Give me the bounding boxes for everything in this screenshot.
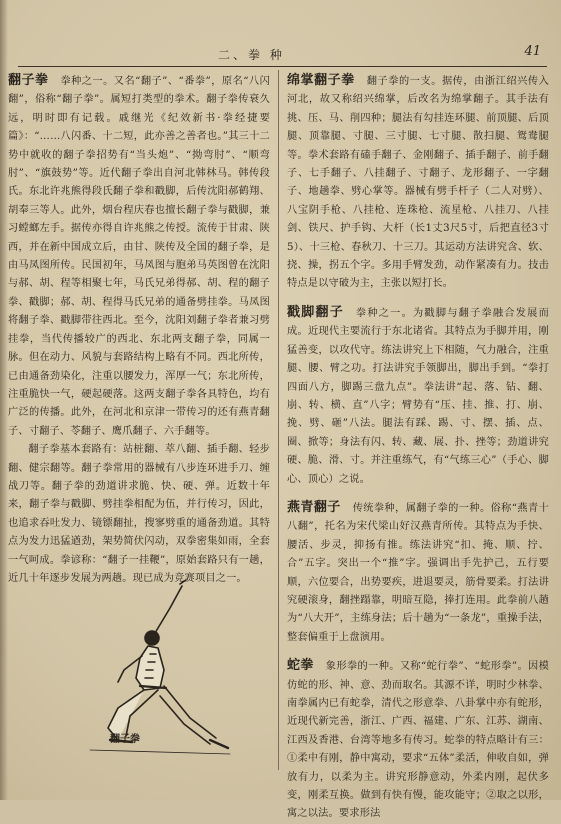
martial-artist-illustration — [60, 578, 240, 778]
entry-paragraph — [287, 304, 549, 489]
right-column — [287, 72, 549, 824]
entry-text: 拳种之一。为戳脚与翻子拳融合发展而成。近现代主要流行于东北诸省。其特点为手脚并用，刚猛善变，以攻代守。练法讲究上下相随，气力融合，注重腿、腰、臂之功。打法讲究手领脚出，脚出手到。“拳打四面八方，脚踢三盘九点”。拳法讲“起、落、钻、翻、崩、转、横、直”八字；臂势有“压、挂、推、打、崩、挽、劈、砸”八法。腿法有踩、踢、寸、摆、插、点、圈、掀等；身法有闪、转、藏、展、扑、挫等；劲道讲究硬、脆、滑、寸。并注重练气，有“气练三心”（手心、脚心、顶心）之说。 — [287, 307, 549, 485]
entry-paragraph — [287, 657, 549, 824]
entry-title: 蛇拳 — [287, 658, 314, 674]
figure-caption: 翻子拳 — [110, 734, 140, 745]
entry-yanqing-fanzi — [287, 499, 549, 647]
entry-mianzhang-fanziquan — [287, 72, 549, 294]
entry-title: 戳脚翻子 — [287, 304, 344, 320]
entry-title: 燕青翻子 — [287, 499, 341, 515]
page-number: 41 — [524, 44, 541, 59]
entry-text: 翻子拳的一支。据传，由浙江绍兴传入河北，故又称绍兴绵掌，后改名为绵掌翻子。其手法有挑、压、马、削四种；腿法有勾挂连环腿、前顶腿、后顶腿、顶靠腿、寸腿、三寸腿、七寸腿、散扫腿、鸳鸯腿等。拳术套路有磕手翻子、金刚翻子、插手翻子、前手翻子、七手翻子、八挂翻子、寸翻子、龙形翻子、一字翻子、地趟拳、劈心掌等。器械有劈手杆子（二人对劈）、八宝阴手枪、八挂枪、连珠枪、流星枪、八挂刀、八挂剑、铁尺、护手钩、大杆（长1丈3尺5寸，后把直径3寸5）、十三枪、春秋刀、十三刀。其运动方法讲究含、软、挠、操，拐五个字。多用手臂发劲，动作紧凑有力。技击特点是以守破为主，主张以短打长。 — [287, 76, 549, 290]
entry-paragraph — [8, 72, 270, 441]
entry-paragraph — [287, 72, 549, 294]
page-header — [18, 44, 547, 67]
entry-fanziquan — [8, 72, 270, 588]
entry-text: 象形拳的一种。又称“蛇行拳”、“蛇形拳”。因模仿蛇的形、神、意、劲而取名。其源不详，明时少林拳、南拳属内已有蛇拳，清代之形意拳、八卦掌中亦有蛇形，近现代新完善，浙江、广西、福建、广东、江苏、湖南、江西及香港、台湾等地多有传习。蛇拳的特点略计有三：①柔中有刚，静中寓动，要求“五体”柔活，伸收自如，弹放有力，以柔为主。讲究形静意动，外柔内刚，起伏多变，刚柔互换。做到有快有慢，能攻能守；②取之以形，寓之以法。要求形法 — [287, 661, 550, 820]
column-divider — [278, 70, 279, 770]
section-title: 二、拳 种 — [218, 48, 285, 62]
entry-text: 拳种之一。又名“翻子”、“番拳”，原名“八闪翻”，俗称“翻子拳”。属短打类型的拳术。翻子拳传衰久远，明时即有记载。戚继光《纪效新书·拳经捷要篇》：“……八闪番、十二短，此亦善之善者也。”其三十二势中就收的翻子拳招势有“当头炮”、“拗弯肘”、“顺弯肘”、“旗鼓势”等。近代翻子拳出自河北韩林马。韩传段氏。东北许兆熊得段氏翻子拳和戳脚，后传沈阳郝鹤翔、胡奉三等人。此外，烟台程庆春也擅长翻子拳与戳脚，兼习螳螂左手。据传亦得自许兆熊之传授。流传于甘肃、陕西，并在新中国成立后，由甘、陕传及全国的翻子拳，是由马凤图所传。民国初年，马凤图与胞弟马英图曾在沈阳与郝、胡、程等相聚七年，马氏兄弟得郝、胡、程的翻子拳、戳脚；郝、胡、程得马氏兄弟的通备劈挂拳。马凤图将翻子拳、戳脚带往西北。至今，沈阳刘翻子拳者兼习劈挂拳，当代传播较广的西北、东北两支翻子拳，同属一脉。但在动力、风貌与套路结构上略有不同。西北所传，已由通备劲染化，注重以腰发力，浑厚一气；东北所传，注重脆快一气，硬起硬落。这两支翻子拳各具特色，均有广泛的传播。此外，在河北和京津一带传习的还有燕青翻子、寸翻子、苓翻子、鹰爪翻子、六手翻等。 — [8, 76, 270, 437]
entry-text: 传统拳种，属翻子拳的一种。俗称“燕青十八翻”，托名为宋代梁山好汉燕青所传。其特点为手快、腰活、步灵，抑扬有推。练法讲究“扣、掩、顺、拧、合”五字。突出一个“推”字。强调出手先护己，五行要顺，六位要合，出势要疾，进退要灵，筋骨要柔。打法讲究硬滚身，翻挫蹋靠，明暗互隐，捧打连用。此拳前八趟为“八大开”，主练身法；后十趟为“一条龙”，重操手法，整套偏重于上盘演用。 — [287, 502, 549, 643]
entry-title: 翻子拳 — [8, 73, 49, 88]
entry-shequan — [287, 657, 549, 824]
entry-paragraph — [287, 499, 549, 647]
entry-paragraph: 翻子拳基本套路有：站桩翻、萃八翻、插手翻、轻步翻、健宗翻等。翻子拳常用的器械有八步连环进手刀、缠战刀等。翻子拳的劲道讲求脆、快、硬、弹。近数十年来，翻子拳与戳脚、劈挂拳相配为伍，并行传习，因此，也追求吞吐发力、镜镖翻扯，搜寥劈重的通备劲道。其特点为发力迅猛遒劲，架势简伏闪动，双拳密集如雨，全套一气呵成。拳谚称：“翻子一挂鞭”，原始套路只有一趟，近几十年逐步发展为两趟。现已成为竞赛项目之一。 — [8, 444, 270, 584]
entry-title: 绵掌翻子拳 — [287, 73, 355, 88]
left-column — [8, 72, 270, 588]
page-spine-shadow — [0, 0, 8, 800]
entry-chuojiao-fanzi — [287, 304, 549, 489]
